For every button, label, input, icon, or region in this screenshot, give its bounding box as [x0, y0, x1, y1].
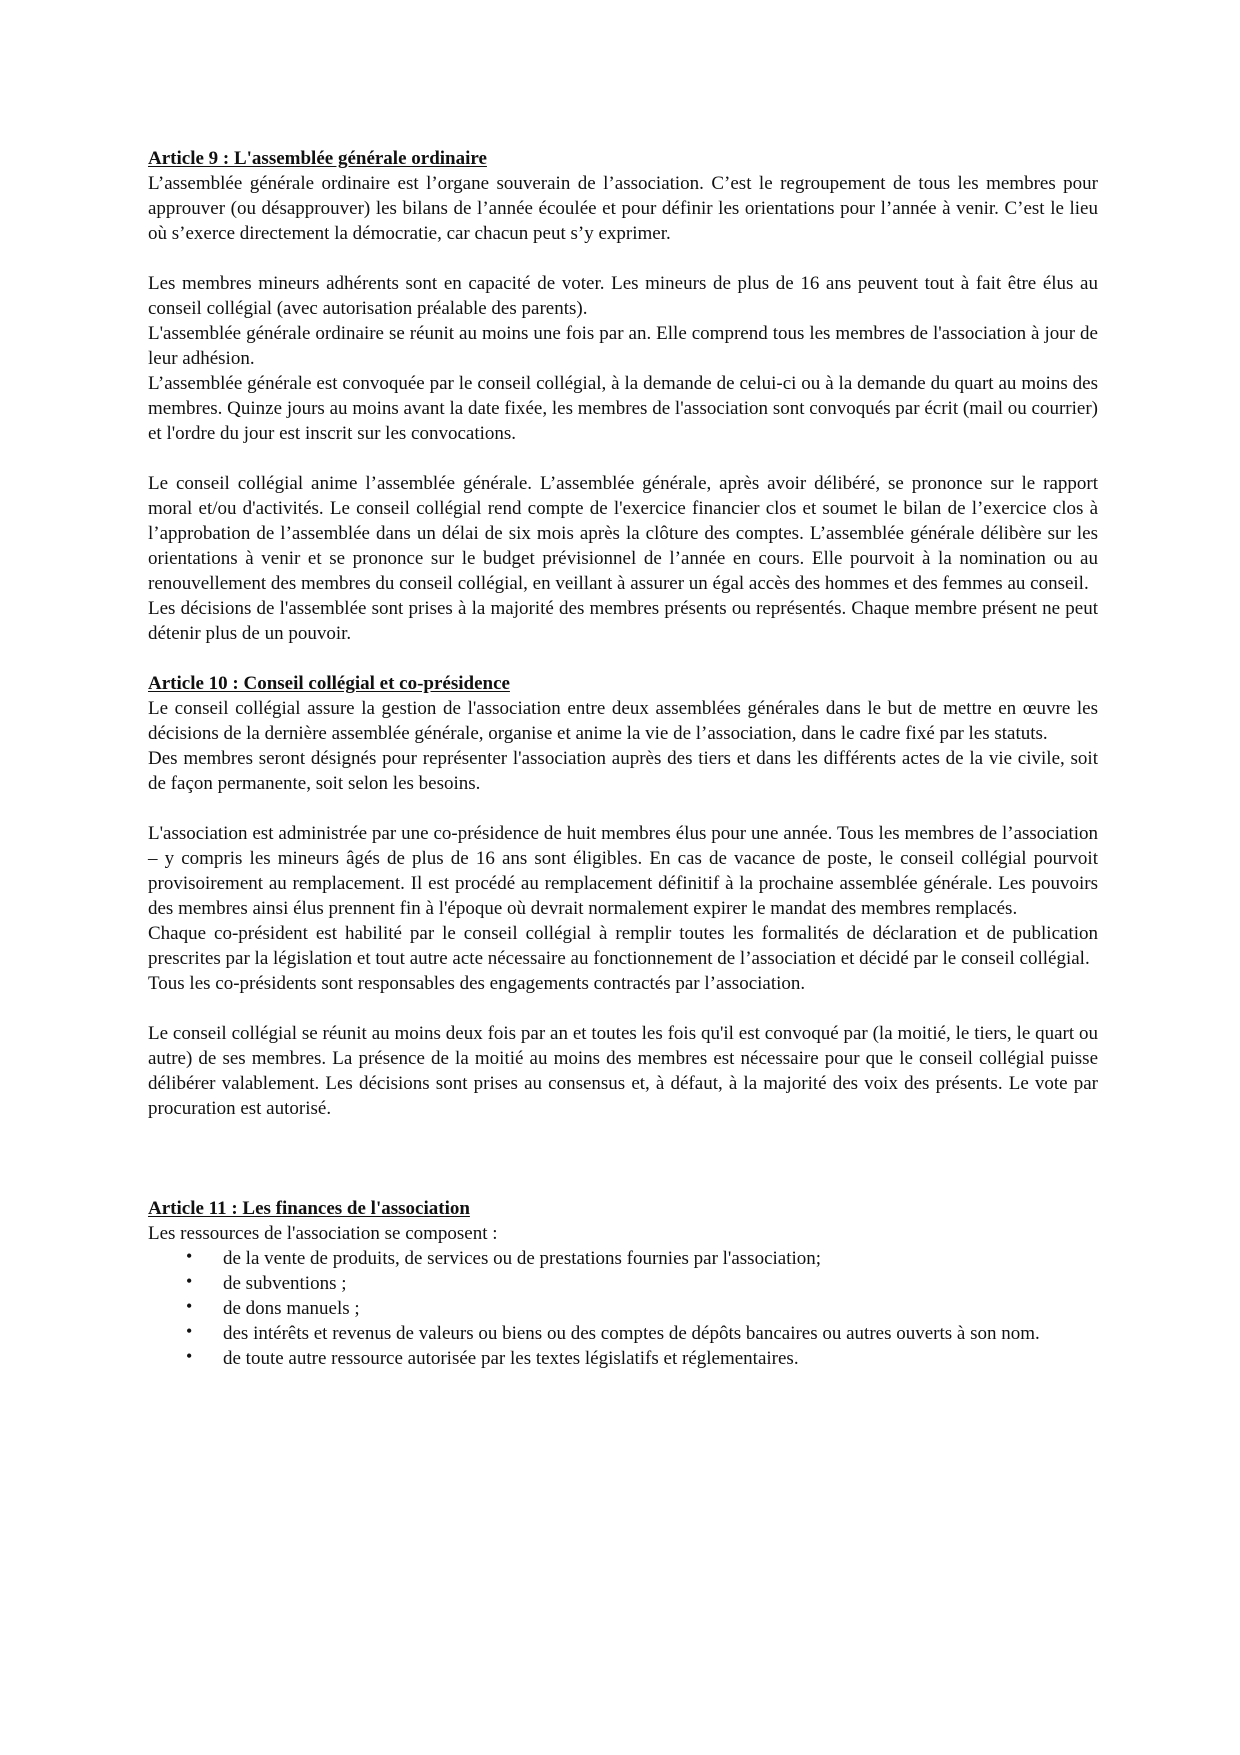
article-9-paragraph-3: L'assemblée générale ordinaire se réunit au moins une fois par an. Elle comprend tous les membres de l'association à jour de leur adhésion.	[148, 323, 1098, 369]
spacer	[148, 1121, 1098, 1196]
list-item	[148, 1246, 1098, 1271]
bullet-icon: •	[186, 1271, 193, 1291]
article-9-paragraph-1: L’assemblée générale ordinaire est l’organe souverain de l’association. C’est le regroupement de tous les membres pour approuver (ou désapprouver) les bilans de l’année écoulée et pour définir les orientations pour l’année à venir. C’est le lieu où s’exerce directement la démocratie, car chacun peut s’y exprimer.	[148, 173, 1098, 244]
resources-list	[148, 1246, 1098, 1371]
article-11-intro: Les ressources de l'association se composent :	[148, 1223, 498, 1244]
bullet-icon: •	[186, 1246, 193, 1266]
list-item-text: de la vente de produits, de services ou de prestations fournies par l'association;	[223, 1248, 822, 1269]
spacer	[148, 446, 1098, 471]
spacer	[148, 246, 1098, 271]
article-10-paragraph-4: Chaque co-président est habilité par le conseil collégial à remplir toutes les formalités de déclaration et de publication prescrites par la législation et tout autre acte nécessaire au fonctionnement de l’association et décidé par le conseil collégial.	[148, 923, 1098, 969]
bullet-icon: •	[186, 1296, 193, 1316]
list-item	[148, 1321, 1098, 1346]
article-10-paragraph-6: Le conseil collégial se réunit au moins deux fois par an et toutes les fois qu'il est convoqué par (la moitié, le tiers, le quart ou autre) de ses membres. La présence de la moitié au moins des membres est nécessaire pour que le conseil collégial puisse délibérer valablement. Les décisions sont prises au consensus et, à défaut, à la majorité des voix des présents. Le vote par procuration est autorisé.	[148, 1023, 1098, 1119]
article-10-paragraph-2: Des membres seront désignés pour représenter l'association auprès des tiers et dans les différents actes de la vie civile, soit de façon permanente, soit selon les besoins.	[148, 748, 1098, 794]
list-item-text: des intérêts et revenus de valeurs ou biens ou des comptes de dépôts bancaires ou autres ouverts à son nom.	[223, 1323, 1040, 1344]
list-item	[148, 1271, 1098, 1296]
article-10	[148, 671, 1098, 1121]
list-item	[148, 1296, 1098, 1321]
list-item-text: de subventions ;	[223, 1273, 347, 1294]
article-9-paragraph-2: Les membres mineurs adhérents sont en capacité de voter. Les mineurs de plus de 16 ans peuvent tout à fait être élus au conseil collégial (avec autorisation préalable des parents).	[148, 273, 1098, 319]
article-9-heading: Article 9 : L'assemblée générale ordinaire	[148, 148, 487, 169]
article-10-heading: Article 10 : Conseil collégial et co-présidence	[148, 673, 510, 694]
article-11	[148, 1196, 1098, 1371]
article-10-paragraph-3: L'association est administrée par une co-présidence de huit membres élus pour une année. Tous les membres de l’association – y compris les mineurs âgés de plus de 16 ans sont éligibles. En cas de vacance de poste, le conseil collégial pourvoit provisoirement au remplacement. Il est procédé au remplacement définitif à la prochaine assemblée générale. Les pouvoirs des membres ainsi élus prennent fin à l'époque où devrait normalement expirer le mandat des membres remplacés.	[148, 823, 1098, 919]
bullet-icon: •	[186, 1346, 193, 1366]
spacer	[148, 996, 1098, 1021]
article-9-paragraph-6: Les décisions de l'assemblée sont prises à la majorité des membres présents ou représentés. Chaque membre présent ne peut détenir plus de un pouvoir.	[148, 598, 1098, 644]
list-item-text: de toute autre ressource autorisée par les textes législatifs et réglementaires.	[223, 1348, 799, 1369]
document-page	[148, 146, 1098, 1371]
article-9-paragraph-4: L’assemblée générale est convoquée par le conseil collégial, à la demande de celui-ci ou à la demande du quart au moins des membres. Quinze jours au moins avant la date fixée, les membres de l'association sont convoqués par écrit (mail ou courrier) et l'ordre du jour est inscrit sur les convocations.	[148, 373, 1098, 444]
article-10-paragraph-1: Le conseil collégial assure la gestion de l'association entre deux assemblées générales dans le but de mettre en œuvre les décisions de la dernière assemblée générale, organise et anime la vie de l’association, dans le cadre fixé par les statuts.	[148, 698, 1098, 744]
article-11-heading: Article 11 : Les finances de l'association	[148, 1198, 470, 1219]
article-9-paragraph-5: Le conseil collégial anime l’assemblée générale. L’assemblée générale, après avoir délibéré, se prononce sur le rapport moral et/ou d'activités. Le conseil collégial rend compte de l'exercice financier clos et soumet le bilan de l’exercice clos à l’approbation de l’assemblée dans un délai de six mois après la clôture des comptes. L’assemblée générale délibère sur les orientations à venir et se prononce sur le budget prévisionnel de l’année en cours. Elle pourvoit à la nomination ou au renouvellement des membres du conseil collégial, en veillant à assurer un égal accès des hommes et des femmes au conseil.	[148, 473, 1098, 594]
list-item-text: de dons manuels ;	[223, 1298, 360, 1319]
spacer	[148, 646, 1098, 671]
list-item	[148, 1346, 1098, 1371]
bullet-icon: •	[186, 1321, 193, 1341]
spacer	[148, 796, 1098, 821]
article-10-paragraph-5: Tous les co-présidents sont responsables des engagements contractés par l’association.	[148, 973, 806, 994]
article-9	[148, 146, 1098, 646]
